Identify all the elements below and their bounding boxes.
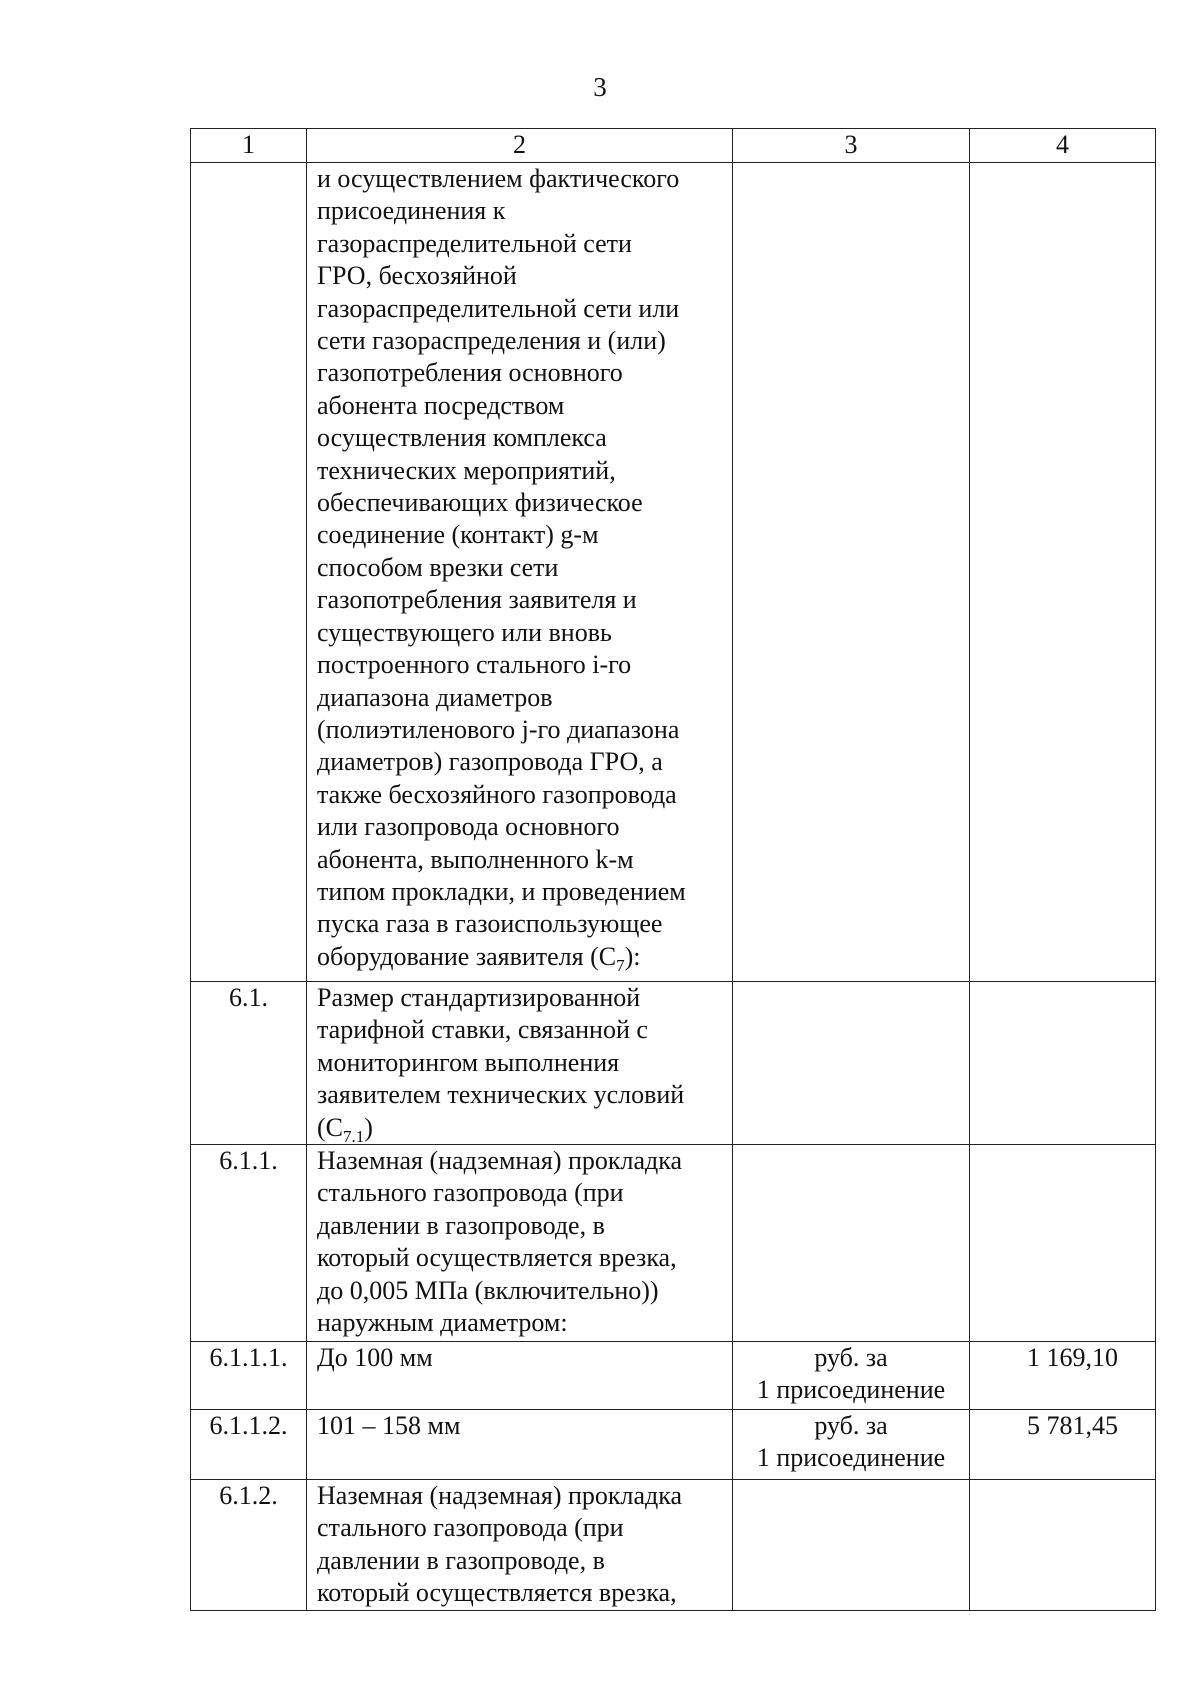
- row-value: 5 781,45: [970, 1410, 1156, 1480]
- desc-line: присоединения к: [317, 196, 506, 226]
- table-row: [191, 1410, 1156, 1480]
- desc-line: технических мероприятий,: [317, 455, 616, 485]
- unit-line: 1 присоединение: [756, 1375, 946, 1405]
- row-unit: [733, 1410, 970, 1480]
- row-number: 6.1.: [191, 982, 307, 1145]
- desc-line: и осуществлением фактического: [317, 164, 680, 193]
- unit-line: 1 присоединение: [756, 1443, 946, 1473]
- desc-line: наружным диаметром:: [317, 1308, 568, 1338]
- desc-line: типом прокладки, и проведением: [317, 876, 686, 906]
- desc-line: который осуществляется врезка,: [317, 1243, 677, 1273]
- desc-line: или газопровода основного: [317, 812, 620, 842]
- row-description: [307, 163, 733, 982]
- row-number: 6.1.1.: [191, 1145, 307, 1342]
- desc-line: способом врезки сети: [317, 552, 559, 582]
- desc-line: до 0,005 МПа (включительно)): [317, 1275, 659, 1305]
- unit-line: руб. за: [814, 1411, 888, 1441]
- desc-line: диапазона диаметров: [317, 682, 553, 712]
- desc-text: ): [364, 1112, 373, 1142]
- desc-line: давлении в газопроводе, в: [317, 1210, 605, 1240]
- desc-line: газораспределительной сети или: [317, 293, 680, 323]
- row-unit: [733, 1480, 970, 1611]
- desc-line: газораспределительной сети: [317, 228, 632, 258]
- unit-line: руб. за: [814, 1343, 888, 1373]
- row-number: [191, 163, 307, 982]
- desc-line: сети газораспределения и (или): [317, 326, 666, 356]
- row-description: [307, 1480, 733, 1611]
- desc-line: До 100 мм: [317, 1343, 433, 1373]
- tariff-table: [190, 128, 1156, 1611]
- table-row: [191, 163, 1156, 982]
- subscript: 7: [616, 955, 625, 975]
- desc-line: давлении в газопроводе, в: [317, 1545, 605, 1575]
- row-value: 1 169,10: [970, 1342, 1156, 1410]
- row-description: [307, 1145, 733, 1342]
- desc-line: мониторингом выполнения: [317, 1047, 620, 1077]
- row-description: [307, 1410, 733, 1480]
- row-value: [970, 1480, 1156, 1611]
- subscript: 7.1: [343, 1126, 365, 1146]
- table-row: [191, 982, 1156, 1145]
- desc-line: построенного стального i-го: [317, 650, 632, 680]
- desc-line: соединение (контакт) g-м: [317, 520, 599, 550]
- header-cell-2: 2: [307, 129, 733, 163]
- row-unit: [733, 163, 970, 982]
- desc-line: заявителем технических условий: [317, 1080, 685, 1110]
- row-number: 6.1.1.1.: [191, 1342, 307, 1410]
- desc-line: обеспечивающих физическое: [317, 488, 643, 518]
- desc-line: осуществления комплекса: [317, 423, 607, 453]
- desc-line: абонента, выполненного k-м: [317, 844, 634, 874]
- row-unit: [733, 1342, 970, 1410]
- desc-line: стального газопровода (при: [317, 1178, 624, 1208]
- desc-line: абонента посредством: [317, 390, 565, 420]
- desc-line: который осуществляется врезка,: [317, 1578, 677, 1608]
- row-value: [970, 982, 1156, 1145]
- table-row: [191, 1145, 1156, 1342]
- desc-line: Наземная (надземная) прокладка: [317, 1146, 683, 1176]
- desc-line-last: [317, 1112, 728, 1144]
- desc-line: газопотребления заявителя и: [317, 585, 637, 615]
- desc-line: ГРО, бесхозяйной: [317, 261, 517, 291]
- desc-line: Размер стандартизированной: [317, 983, 641, 1012]
- row-value: [970, 163, 1156, 982]
- table-row: [191, 1480, 1156, 1611]
- header-cell-4: 4: [970, 129, 1156, 163]
- desc-line: пуска газа в газоиспользующее: [317, 909, 663, 939]
- row-number: 6.1.2.: [191, 1480, 307, 1611]
- header-cell-3: 3: [733, 129, 970, 163]
- row-description: [307, 1342, 733, 1410]
- header-cell-1: 1: [191, 129, 307, 163]
- desc-line: (полиэтиленового j-го диапазона: [317, 714, 680, 744]
- desc-line: существующего или вновь: [317, 617, 612, 647]
- desc-text: (С: [317, 1112, 343, 1142]
- desc-line: также бесхозяйного газопровода: [317, 779, 677, 809]
- table-header-row: [191, 129, 1156, 163]
- row-unit: [733, 982, 970, 1145]
- page-number: 3: [593, 72, 607, 102]
- row-description: [307, 982, 733, 1145]
- desc-line: диаметров) газопровода ГРО, а: [317, 747, 663, 777]
- desc-text: ):: [624, 941, 641, 971]
- desc-line-last: [317, 941, 728, 973]
- desc-text: оборудование заявителя (С: [317, 941, 617, 971]
- desc-line: стального газопровода (при: [317, 1513, 624, 1543]
- desc-line: газопотребления основного: [317, 358, 623, 388]
- desc-line: тарифной ставки, связанной с: [317, 1015, 648, 1045]
- row-unit: [733, 1145, 970, 1342]
- row-number: 6.1.1.2.: [191, 1410, 307, 1480]
- table-row: [191, 1342, 1156, 1410]
- row-value: [970, 1145, 1156, 1342]
- desc-line: 101 – 158 мм: [317, 1411, 461, 1441]
- desc-line: Наземная (надземная) прокладка: [317, 1481, 683, 1511]
